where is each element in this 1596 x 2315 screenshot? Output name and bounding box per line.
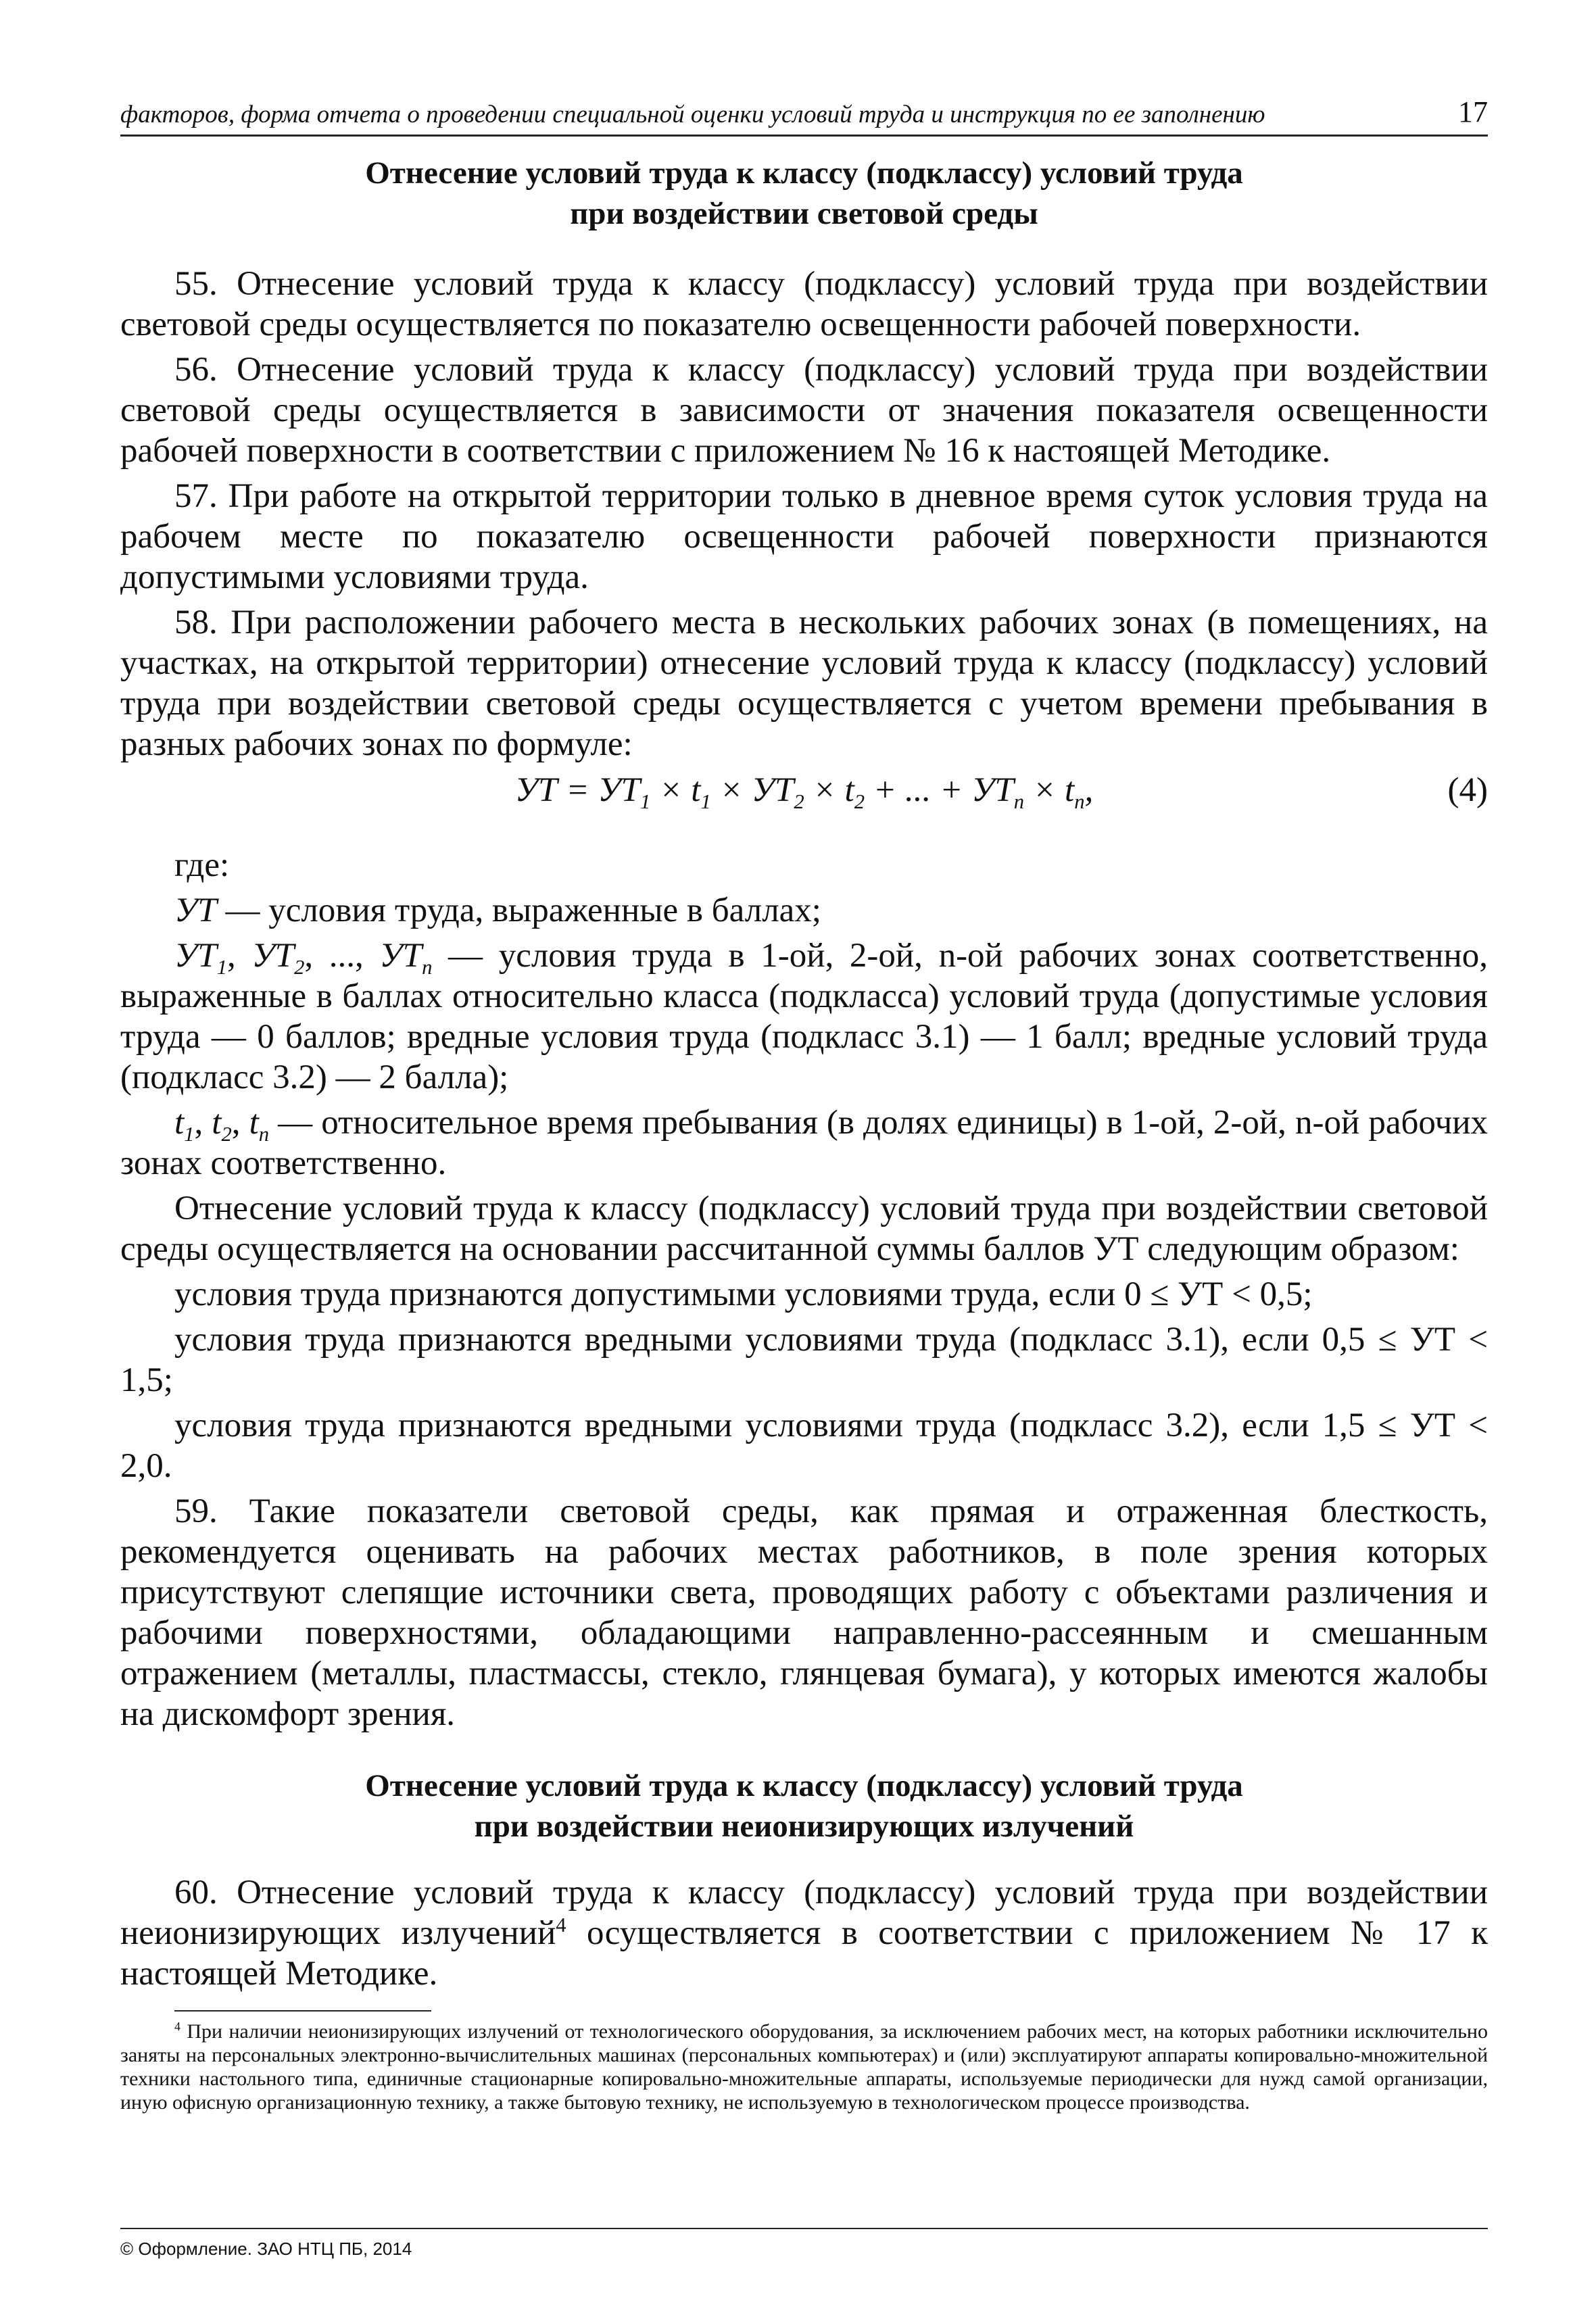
section-heading-line1: Отнесение условий труда к классу (подклассу) условий труда	[365, 1768, 1243, 1804]
where-label: где:	[174, 846, 230, 885]
paragraph-60: 60. Отнесение условий труда к классу (подклассу) условий труда при воздействии неионизирующих излучений$^4$ осуществляется в соответствии с приложением № 17 к настоящей Методике.	[120, 1874, 1489, 1993]
section-heading-line1: Отнесение условий труда к классу (подклассу) условий труда	[365, 155, 1243, 191]
paragraph-58: 58. При расположении рабочего места в нескольких рабочих зонах (в помещениях, на участках, на открытой территории) отнесение условий труда к классу (подклассу) условий труда при воздействии световой среды осуществляется с учетом времени пребывания в разных рабочих зонах по формуле:	[120, 604, 1488, 764]
paragraph-summary: Отнесение условий труда к классу (подклассу) условий труда при воздействии световой среды осуществляется на основании рассчитанной суммы баллов УТ следующим образом:	[120, 1190, 1488, 1269]
condition-acceptable: условия труда признаются допустимыми условиями труда, если 0 ≤ УТ < 0,5;	[174, 1275, 1313, 1314]
paragraph-57: 57. При работе на открытой территории только в дневное время суток условия труда на рабочем месте по показателю освещенности рабочей поверхности признаются допустимыми условиями труда.	[120, 477, 1488, 597]
footnote-divider	[174, 2010, 431, 2012]
paragraph-59: 59. Такие показатели световой среды, как прямая и отраженная блесткость, рекомендуется оценивать на рабочих местах работников, в поле зрения которых присутствуют слепящие источники света, проводящих работу с объектами различения и рабочими поверхностями, обладающими направленно-рассеянным и смешанным отражением (металлы, пластмассы, стекло, глянцевая бумага), у которых имеются жалобы на дискомфорт зрения.	[120, 1492, 1488, 1734]
paragraph-56: 56. Отнесение условий труда к классу (подклассу) условий труда при воздействии световой среды осуществляется в зависимости от значения показателя освещенности рабочей поверхности в соответствии с приложением № 16 к настоящей Методике.	[120, 351, 1488, 470]
definition-ut: УТ — условия труда, выраженные в баллах;	[174, 892, 821, 930]
paragraph-55: 55. Отнесение условий труда к классу (подклассу) условий труда при воздействии световой среды осуществляется по показателю освещенности рабочей поверхности.	[120, 265, 1488, 344]
running-title: факторов, форма отчета о проведении специальной оценки условий труда и инструкция по ее заполнению	[120, 101, 1265, 129]
condition-harmful-3-2: условия труда признаются вредными условиями труда (подкласс 3.2), если 1,5 ≤ УТ < 2,0.	[120, 1407, 1488, 1486]
formula-number: (4)	[1447, 771, 1488, 810]
section-heading-non-ionizing	[120, 1765, 1488, 1847]
condition-harmful-3-1: условия труда признаются вредными условиями труда (подкласс 3.1), если 0,5 ≤ УТ < 1,5;	[120, 1321, 1488, 1400]
section-heading-line2: при воздействии световой среды	[570, 195, 1038, 231]
section-heading-light-environment	[120, 153, 1488, 234]
running-header	[120, 95, 1488, 137]
formula-4	[120, 769, 1488, 814]
definition-ut-zones: $УТ_1$, $УТ_2$, ..., $УТ_n$ — условия труда в 1-ой, 2-ой, n-ой рабочих зонах соответственно, выраженные в баллах относительно класса (подкласса) условий труда (допустимые условия труда — 0 баллов; вредные условия труда (подкласс 3.1) — 1 балл; вредные условий труда (подкласс 3.2) — 2 балла);	[120, 937, 1489, 1097]
definition-t: $t_1$, $t_2$, $t_n$ — относительное время пребывания (в долях единицы) в 1-ой, 2-ой, n-ой рабочих зонах соответственно.	[120, 1104, 1489, 1183]
section-heading-line2: при воздействии неионизирующих излучений	[474, 1809, 1134, 1845]
copyright-notice: © Оформление. ЗАО НТЦ ПБ, 2014	[120, 2228, 1488, 2260]
formula-expression: УТ = $УТ_1 \times t_1 \times УТ_2 \times t_2$ + ... + $УТ_n \times t_n$,	[514, 771, 1094, 814]
footnote-reference: 4	[556, 1914, 566, 1937]
footnote-marker: 4	[174, 2020, 180, 2034]
footnote-4: $^4$ При наличии неионизирующих излучений от технологического оборудования, за исключением рабочих мест, на которых работники исключительно заняты на персональных электронно-вычислительных машинах (персональных компьютерах) и (или) эксплуатируют аппараты копировально-множительной техники настольного типа, единичные стационарные копировально-множительные аппараты, используемые периодически для нужд самой организации, иную офисную организационную технику, а также бытовую технику, не используемую в технологическом процессе производства.	[120, 2020, 1488, 2114]
page-number: 17	[1458, 95, 1488, 128]
